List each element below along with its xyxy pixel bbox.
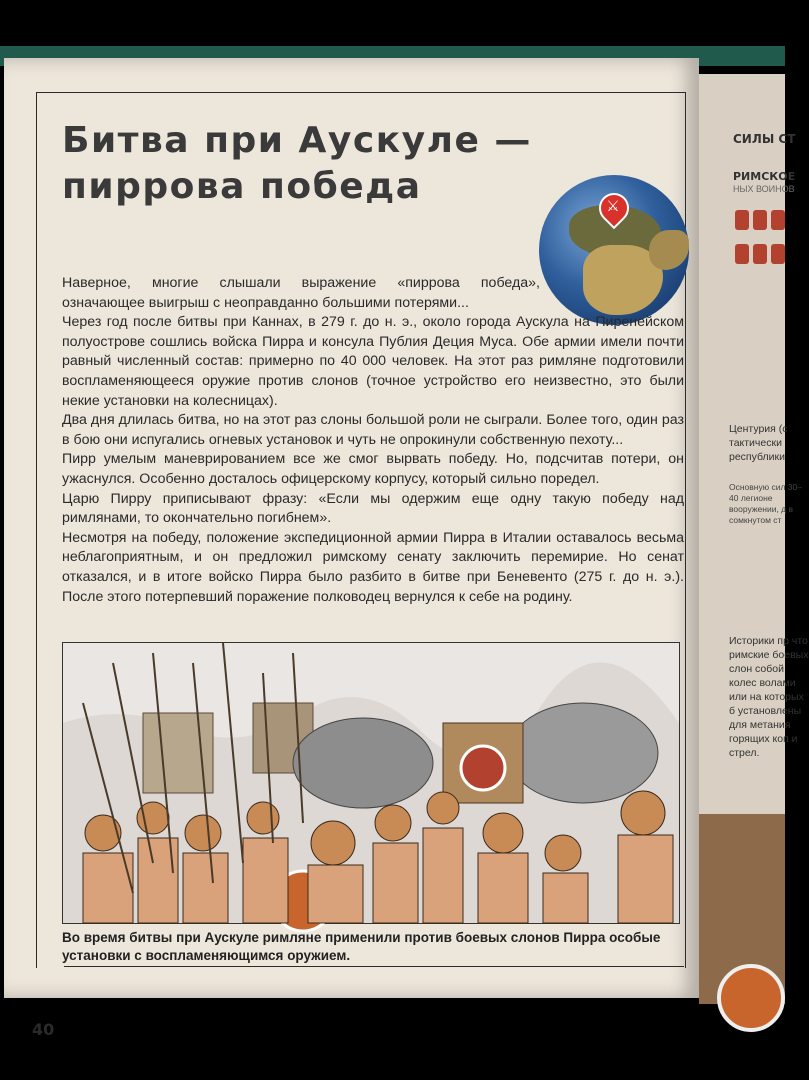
- paragraph: Два дня длилась битва, но на этот раз слоны большой роли не сыграли. Более того, один раз в бою они испугались огневых установок и чуть не опрокинули собственную пехоту...: [62, 412, 684, 448]
- adjacent-page: [699, 74, 809, 1004]
- adjacent-paragraph: Основную сил 30–40 легионе вооружении, д в сомкнутом ст: [729, 482, 802, 525]
- paragraph: Несмотря на победу, положение экспедиционной армии Пирра в Италии оставалось весьма неблагоприятным, и он предложил римскому сенату заключить перемирие. Но сенат отказался, и в итоге войско Пирра было разбито в битве при Беневенто (275 г. до н. э.). После этого потерпевший поражение полководец вернулся к себе на родину.: [62, 529, 684, 605]
- globe-land-asia: [649, 230, 689, 270]
- adjacent-paragraph: Историки пр что римские боевых слон собой колес волами или на которых б установлены для метания горящих коп и стрел.: [729, 635, 809, 759]
- battle-illustration: [62, 642, 680, 924]
- soldier-icon: [753, 244, 767, 264]
- title-line-2: пиррова победа: [62, 166, 422, 207]
- adjacent-heading: СИЛЫ СТ: [733, 132, 796, 146]
- article-body: [62, 274, 684, 607]
- soldier-icon: [771, 244, 785, 264]
- title-line-1: Битва при Аускуле —: [62, 120, 532, 161]
- adjacent-paragraph: Центурия (с тактически республики: [729, 423, 788, 463]
- shield-icon: [717, 964, 785, 1032]
- soldier-icon: [753, 210, 767, 230]
- paragraph: Через год после битвы при Каннах, в 279 г. до н. э., около города Аускула на Пиренейском полуострове сошлись войска Пирра и консула Публия Деция Муса. Обе армии имели почти равный численный состав: примерно по 40 000 человек. На этот раз римляне подготовили воспламеняющееся оружие против слонов (точное устройство его неизвестно, это были некие установки на колесницах).: [62, 314, 684, 409]
- paragraph: Царю Пирру приписывают фразу: «Если мы одержим еще одну такую победу над римлянами, то окончательно погибнем».: [62, 490, 684, 527]
- soldier-icon: [735, 244, 749, 264]
- adjacent-subtext: НЫХ ВОИНОВ: [733, 184, 795, 194]
- adjacent-illustration: [699, 814, 785, 1004]
- page-title: [62, 118, 532, 210]
- crossed-swords-icon: ⚔: [606, 197, 620, 215]
- paragraph: Наверное, многие слышали выражение «пиррова победа», означающее выигрыш с неоправданно большими потерями...: [62, 275, 540, 311]
- page-number: 40: [32, 1020, 55, 1039]
- book-page: [4, 58, 699, 1039]
- page-frame-bottom: [64, 966, 684, 967]
- illustration-caption: Во время битвы при Аускуле римляне применили против боевых слонов Пирра особые установки с воспламеняющимся оружием.: [62, 930, 661, 963]
- paragraph: Пирр умелым маневрированием все же смог вырвать победу. Но, подсчитав потери, он ужаснулся. Особенно досталось офицерскому корпусу, который сильно поредел.: [62, 451, 684, 487]
- soldier-icon: [735, 210, 749, 230]
- adjacent-subheading: РИМСКОЕ: [733, 170, 796, 183]
- soldier-icon: [771, 210, 785, 230]
- battle-scene-drawing: [63, 643, 679, 923]
